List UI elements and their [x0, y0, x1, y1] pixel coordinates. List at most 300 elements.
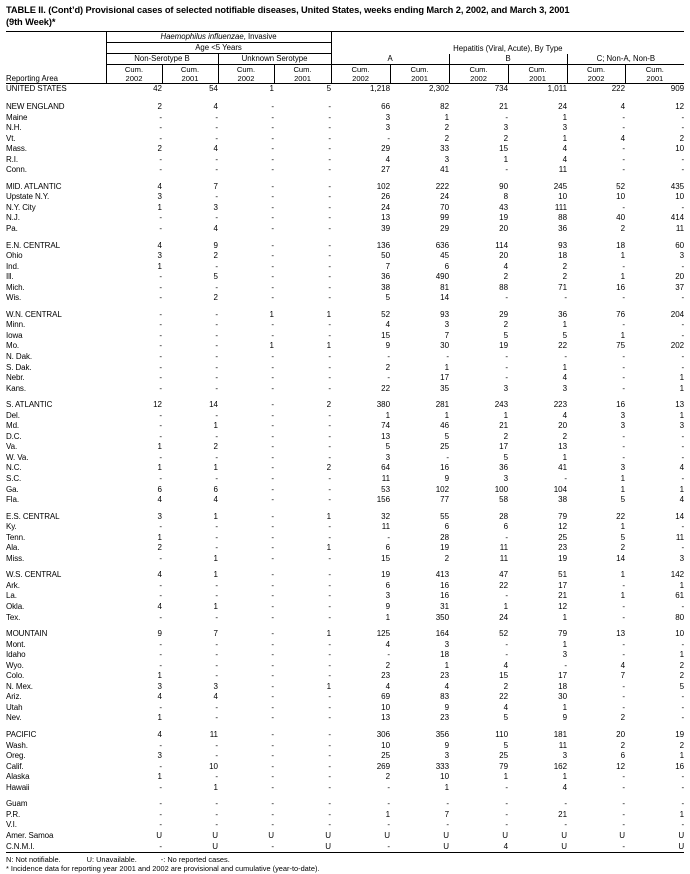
- row-value-cell: 380: [376, 400, 391, 410]
- row-value-cell: 4: [157, 692, 162, 702]
- row-value-cell: -: [681, 522, 685, 532]
- table-row: [6, 421, 684, 432]
- row-value-cell: 1: [679, 373, 685, 383]
- header-hepatitis-c: C; Non-A, Non-B: [567, 54, 684, 65]
- row-value-cell: 1: [385, 410, 391, 420]
- row-area-label: Nebr.: [6, 373, 25, 383]
- row-value-cell: -: [215, 330, 218, 340]
- row-value-cell: -: [681, 165, 685, 175]
- header-col-hepb-2001: [508, 65, 567, 84]
- table-row: [6, 629, 684, 640]
- row-value-cell: 1: [620, 330, 626, 340]
- row-value-cell: 5: [385, 293, 391, 303]
- row-value-cell: -: [271, 330, 274, 340]
- row-value-cell: -: [271, 740, 274, 750]
- table-row: [6, 165, 684, 176]
- row-area-label: Ind.: [6, 261, 19, 271]
- table-row: [6, 533, 684, 544]
- row-value-cell: 12: [616, 761, 626, 771]
- year-label: 2002: [125, 74, 143, 84]
- row-value-cell: 93: [440, 309, 450, 319]
- row-value-cell: 734: [449, 84, 508, 96]
- row-value-cell: 222: [567, 84, 625, 96]
- row-value-cell: 2: [385, 772, 391, 782]
- header-col-hib-unk-2001: [274, 65, 331, 84]
- row-value-cell: -: [328, 782, 332, 792]
- row-value-cell: -: [505, 362, 509, 372]
- row-area-label: D.C.: [6, 431, 22, 441]
- row-value-cell: 33: [440, 144, 450, 154]
- row-value-cell: 1: [157, 261, 162, 271]
- row-value-cell: 10: [675, 629, 685, 639]
- table-row: [6, 400, 684, 411]
- row-value-cell: -: [328, 751, 332, 761]
- header-row-subtypes: [6, 54, 684, 65]
- row-value-cell: -: [328, 213, 332, 223]
- row-value-cell: 30: [440, 341, 450, 351]
- row-value-cell: -: [271, 570, 274, 580]
- row-value-cell: 245: [553, 181, 568, 191]
- row-value-cell: -: [564, 351, 568, 361]
- row-area-label: Hawaii: [6, 782, 30, 792]
- row-value-cell: -: [328, 251, 332, 261]
- row-value-cell: -: [622, 809, 626, 819]
- row-value-cell: 9: [385, 341, 391, 351]
- row-value-cell: 6: [620, 751, 626, 761]
- row-value-cell: 2: [444, 123, 450, 133]
- row-value-cell: -: [271, 782, 274, 792]
- row-value-cell: 74: [381, 421, 391, 431]
- row-value-cell: 20: [558, 421, 568, 431]
- row-value-cell: -: [622, 612, 626, 622]
- row-value-cell: -: [271, 383, 274, 393]
- header-col-hib-nonb-2001: [162, 65, 218, 84]
- row-value-cell: -: [622, 261, 626, 271]
- row-value-cell: 350: [435, 612, 450, 622]
- row-value-cell: 1: [562, 612, 568, 622]
- row-value-cell: -: [622, 639, 626, 649]
- row-value-cell: 1: [213, 511, 218, 521]
- row-value-cell: -: [271, 660, 274, 670]
- header-non-serotype-b: Non-Serotype B: [106, 54, 218, 65]
- row-value-cell: 4: [385, 154, 391, 164]
- row-value-cell: -: [271, 431, 274, 441]
- row-value-cell: 4: [562, 373, 568, 383]
- row-value-cell: 6: [503, 522, 509, 532]
- row-value-cell: 1: [620, 251, 626, 261]
- row-value-cell: 2: [620, 223, 626, 233]
- row-value-cell: -: [681, 474, 685, 483]
- table-row: [6, 144, 684, 155]
- row-value-cell: 4: [449, 842, 508, 853]
- table-row: [6, 820, 684, 831]
- row-value-cell: 9: [444, 474, 450, 483]
- row-value-cell: 29: [440, 223, 450, 233]
- table-row: [6, 762, 684, 773]
- row-value-cell: 10: [381, 702, 391, 712]
- row-value-cell: -: [622, 692, 626, 702]
- row-value-cell: 16: [440, 580, 450, 590]
- row-value-cell: 1: [385, 612, 391, 622]
- row-value-cell: -: [505, 820, 509, 830]
- row-value-cell: -: [387, 133, 391, 143]
- year-label: 2001: [529, 74, 546, 84]
- row-value-cell: -: [271, 612, 274, 622]
- row-value-cell: 22: [381, 383, 391, 393]
- row-value-cell: -: [564, 660, 568, 670]
- row-value-cell: -: [271, 452, 274, 462]
- row-value-cell: 3: [503, 383, 509, 393]
- row-value-cell: -: [159, 282, 162, 292]
- row-value-cell: 3: [562, 383, 568, 393]
- row-area-label: Calif.: [6, 761, 24, 771]
- row-value-cell: -: [271, 240, 274, 250]
- table-row: [6, 363, 684, 374]
- row-value-cell: -: [328, 223, 332, 233]
- row-value-cell: 11: [675, 532, 685, 542]
- row-value-cell: -: [328, 612, 332, 622]
- row-area-label: Ohio: [6, 251, 23, 261]
- row-area-label: Mass.: [6, 144, 27, 154]
- row-value-cell: 2: [326, 463, 332, 473]
- table-row: [6, 741, 684, 752]
- row-value-cell: 5: [620, 495, 626, 505]
- row-value-cell: U: [156, 830, 162, 840]
- row-value-cell: 3: [620, 421, 626, 431]
- row-value-cell: 17: [558, 580, 568, 590]
- row-value-cell: -: [328, 522, 332, 532]
- row-value-cell: 19: [499, 341, 509, 351]
- haemophilus-italic-label: Haemophilus influenzae: [160, 32, 244, 41]
- row-value-cell: -: [159, 123, 162, 133]
- row-value-cell: -: [106, 842, 162, 853]
- row-value-cell: -: [328, 772, 332, 782]
- row-value-cell: -: [271, 553, 274, 563]
- row-value-cell: -: [215, 671, 218, 681]
- footnote-dash-no-cases: -: No reported cases.: [160, 854, 230, 864]
- row-value-cell: -: [271, 772, 274, 782]
- row-value-cell: 4: [157, 495, 162, 505]
- row-value-cell: 41: [440, 165, 450, 175]
- row-value-cell: 43: [499, 202, 509, 212]
- row-value-cell: 136: [376, 240, 391, 250]
- row-value-cell: 70: [440, 202, 450, 212]
- row-value-cell: 11: [675, 223, 685, 233]
- row-value-cell: 39: [381, 223, 391, 233]
- row-value-cell: -: [159, 639, 162, 649]
- row-value-cell: -: [681, 702, 685, 712]
- row-value-cell: 11: [209, 730, 218, 740]
- row-value-cell: 82: [440, 101, 450, 111]
- row-area-label: Fla.: [6, 495, 19, 505]
- row-value-cell: -: [328, 144, 332, 154]
- row-value-cell: 17: [440, 373, 450, 383]
- row-value-cell: 28: [440, 532, 450, 542]
- row-value-cell: 99: [440, 213, 450, 223]
- row-value-cell: -: [387, 532, 391, 542]
- row-value-cell: -: [622, 165, 626, 175]
- row-value-cell: 1: [326, 511, 332, 521]
- row-value-cell: 12: [558, 522, 568, 532]
- row-value-cell: 15: [499, 671, 509, 681]
- row-value-cell: 2,302: [390, 84, 449, 96]
- row-value-cell: -: [505, 809, 509, 819]
- row-value-cell: 10: [381, 740, 391, 750]
- row-value-cell: 88: [499, 282, 509, 292]
- table-row: [6, 810, 684, 821]
- row-value-cell: 222: [435, 181, 450, 191]
- notifiable-diseases-table: [6, 31, 684, 853]
- header-unknown-serotype: Unknown Serotype: [218, 54, 331, 65]
- row-value-cell: 4: [503, 660, 509, 670]
- table-row: [6, 331, 684, 342]
- row-value-cell: 1: [562, 772, 568, 782]
- row-value-cell: -: [159, 223, 162, 233]
- table-row: [6, 581, 684, 592]
- table-row: [6, 474, 684, 485]
- row-value-cell: U: [274, 842, 331, 853]
- row-value-cell: -: [681, 452, 685, 462]
- table-row: [6, 213, 684, 224]
- table-row: [6, 241, 684, 252]
- row-area-label: NEW ENGLAND: [6, 101, 65, 111]
- header-blank-subtypes: [6, 54, 106, 65]
- row-value-cell: -: [681, 692, 685, 702]
- row-area-label: W.S. CENTRAL: [6, 570, 62, 580]
- row-value-cell: 2: [213, 251, 218, 261]
- row-value-cell: 1: [562, 362, 568, 372]
- row-area-label: E.S. CENTRAL: [6, 511, 60, 521]
- row-area-label: Okla.: [6, 602, 25, 612]
- footnote-n-notifiable: N: Not notifiable.: [6, 854, 61, 864]
- row-value-cell: 23: [381, 671, 391, 681]
- row-value-cell: 414: [670, 213, 685, 223]
- row-value-cell: -: [622, 702, 626, 712]
- table-row: [6, 640, 684, 651]
- row-value-cell: -: [159, 650, 162, 660]
- row-value-cell: 5: [385, 442, 391, 452]
- table-row: [6, 293, 684, 304]
- row-value-cell: -: [215, 341, 218, 351]
- row-value-cell: -: [505, 532, 509, 542]
- row-value-cell: -: [159, 362, 162, 372]
- row-value-cell: U: [212, 830, 218, 840]
- row-value-cell: 18: [558, 251, 568, 261]
- row-value-cell: -: [328, 320, 332, 330]
- row-area-label: Maine: [6, 112, 28, 122]
- table-row: [6, 123, 684, 134]
- row-area-label: Ark.: [6, 580, 20, 590]
- row-value-cell: -: [159, 522, 162, 532]
- row-value-cell: -: [271, 639, 274, 649]
- row-area-label: E.N. CENTRAL: [6, 240, 60, 250]
- row-value-cell: -: [681, 351, 685, 361]
- table-row: [6, 613, 684, 624]
- row-value-cell: U: [508, 842, 567, 853]
- cum-label: Cum.: [124, 65, 144, 74]
- row-value-cell: 2: [503, 431, 509, 441]
- row-value-cell: -: [622, 154, 626, 164]
- row-value-cell: -: [328, 532, 332, 542]
- row-value-cell: -: [622, 202, 626, 212]
- row-value-cell: -: [387, 373, 391, 383]
- row-value-cell: -: [328, 761, 332, 771]
- row-value-cell: 114: [495, 240, 509, 250]
- row-area-label: Vt.: [6, 133, 16, 143]
- row-area-label: C.N.M.I.: [6, 842, 106, 853]
- row-value-cell: 19: [499, 213, 509, 223]
- row-value-cell: -: [159, 272, 162, 282]
- row-value-cell: 3: [679, 553, 685, 563]
- row-value-cell: 2: [385, 362, 391, 372]
- row-value-cell: -: [328, 330, 332, 340]
- row-value-cell: 1: [213, 782, 218, 792]
- row-value-cell: 5: [503, 740, 509, 750]
- row-value-cell: 1: [326, 681, 332, 691]
- cum-label: Cum.: [293, 65, 312, 74]
- table-row: [6, 485, 684, 496]
- row-area-label: Ala.: [6, 543, 20, 553]
- row-value-cell: 4: [213, 144, 218, 154]
- row-value-cell: 10: [440, 772, 450, 782]
- row-value-cell: 13: [675, 400, 685, 410]
- footnote-line-1: [6, 855, 684, 865]
- row-value-cell: -: [328, 373, 332, 383]
- table-row: [6, 751, 684, 762]
- row-value-cell: -: [328, 650, 332, 660]
- row-value-cell: 1: [157, 671, 162, 681]
- header-hepatitis-b: B: [449, 54, 567, 65]
- row-value-cell: 1: [620, 484, 626, 494]
- row-value-cell: 1: [503, 154, 509, 164]
- row-value-cell: -: [505, 591, 509, 601]
- row-value-cell: 1: [269, 309, 274, 319]
- row-value-cell: -: [681, 442, 685, 452]
- row-value-cell: -: [681, 154, 685, 164]
- row-value-cell: 1: [444, 782, 450, 792]
- row-value-cell: 75: [616, 341, 626, 351]
- row-value-cell: 21: [499, 101, 509, 111]
- row-value-cell: 14: [675, 511, 685, 521]
- row-value-cell: -: [215, 112, 218, 122]
- table-row: [6, 602, 684, 613]
- row-area-label: Wash.: [6, 740, 28, 750]
- row-value-cell: 27: [381, 165, 391, 175]
- row-value-cell: -: [271, 144, 274, 154]
- table-row: [6, 320, 684, 331]
- row-area-label: N.J.: [6, 213, 20, 223]
- row-value-cell: -: [215, 522, 218, 532]
- row-value-cell: 204: [670, 309, 685, 319]
- row-value-cell: 77: [440, 495, 450, 505]
- table-row: [6, 671, 684, 682]
- row-value-cell: -: [328, 495, 332, 505]
- row-value-cell: 2: [679, 133, 685, 143]
- row-value-cell: 4: [620, 133, 626, 143]
- header-col-hepc-2001: [625, 65, 684, 84]
- row-value-cell: -: [328, 240, 332, 250]
- row-area-label: Utah: [6, 702, 23, 712]
- row-value-cell: 71: [558, 282, 568, 292]
- row-area-label: N.Y. City: [6, 202, 36, 212]
- row-value-cell: 23: [440, 671, 450, 681]
- row-value-cell: 7: [213, 629, 218, 639]
- row-area-label: MID. ATLANTIC: [6, 181, 62, 191]
- row-value-cell: 3: [157, 251, 162, 261]
- row-value-cell: 53: [381, 484, 391, 494]
- row-value-cell: 1: [326, 309, 332, 319]
- row-value-cell: -: [159, 410, 162, 420]
- header-col-hepc-2002: [567, 65, 625, 84]
- row-value-cell: 26: [381, 192, 391, 202]
- row-value-cell: -: [622, 650, 626, 660]
- row-value-cell: -: [215, 431, 218, 441]
- row-value-cell: 2: [444, 133, 450, 143]
- row-value-cell: -: [159, 660, 162, 670]
- row-area-label: Tex.: [6, 612, 21, 622]
- row-value-cell: -: [271, 251, 274, 261]
- row-value-cell: 7: [385, 261, 391, 271]
- row-value-cell: 24: [381, 202, 391, 212]
- row-value-cell: 2: [385, 660, 391, 670]
- row-value-cell: -: [159, 165, 162, 175]
- row-value-cell: 52: [616, 181, 626, 191]
- row-area-label: Del.: [6, 410, 20, 420]
- row-value-cell: 12: [675, 101, 685, 111]
- row-value-cell: 8: [503, 192, 509, 202]
- row-value-cell: 18: [440, 650, 450, 660]
- row-value-cell: 37: [675, 282, 685, 292]
- row-value-cell: 14: [440, 293, 450, 303]
- row-value-cell: -: [505, 650, 509, 660]
- row-value-cell: 42: [106, 84, 162, 96]
- row-value-cell: -: [622, 362, 626, 372]
- row-value-cell: 7: [444, 330, 450, 340]
- row-value-cell: -: [271, 202, 274, 212]
- row-value-cell: -: [328, 702, 332, 712]
- row-value-cell: 3: [444, 320, 450, 330]
- row-area-label: Upstate N.Y.: [6, 192, 50, 202]
- row-value-cell: -: [328, 261, 332, 271]
- row-value-cell: 22: [558, 341, 568, 351]
- row-value-cell: -: [215, 261, 218, 271]
- table-row: [6, 384, 684, 395]
- row-value-cell: -: [328, 820, 332, 830]
- row-value-cell: 102: [435, 484, 450, 494]
- cum-label: Cum.: [645, 65, 664, 74]
- row-value-cell: 4: [213, 495, 218, 505]
- row-value-cell: 1: [679, 809, 685, 819]
- row-area-label: UNITED STATES: [6, 84, 106, 96]
- row-value-cell: 29: [381, 144, 391, 154]
- table-row: [6, 134, 684, 145]
- table-row: [6, 272, 684, 283]
- row-value-cell: 1: [562, 133, 568, 143]
- row-value-cell: 6: [385, 580, 391, 590]
- cum-label: Cum.: [236, 65, 256, 74]
- row-value-cell: 356: [435, 730, 450, 740]
- table-row: [6, 570, 684, 581]
- row-value-cell: 2: [157, 101, 162, 111]
- row-value-cell: -: [681, 639, 685, 649]
- table-row: [6, 783, 684, 794]
- row-value-cell: 6: [157, 484, 162, 494]
- row-value-cell: -: [328, 362, 332, 372]
- row-value-cell: -: [328, 101, 332, 111]
- row-area-label: Mo.: [6, 341, 20, 351]
- row-value-cell: 7: [444, 809, 450, 819]
- row-value-cell: 1: [157, 442, 162, 452]
